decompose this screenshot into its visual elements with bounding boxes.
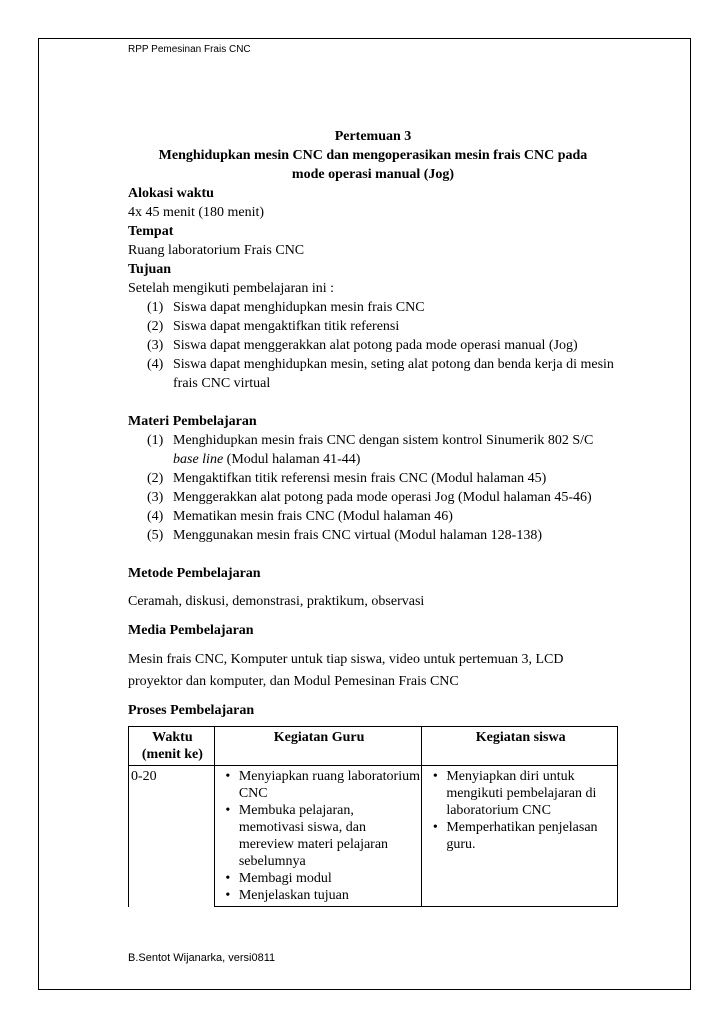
page-header: RPP Pemesinan Frais CNC [128,44,251,55]
document-title [128,127,618,184]
list-item: • Menyiapkan ruang laboratorium CNC [217,768,422,802]
bullet-icon: • [225,769,231,784]
column-header: Kegiatan Guru [214,727,422,766]
alokasi-heading: Alokasi waktu [128,186,214,201]
bullet-icon: • [225,888,231,903]
list-item: • Menyiapkan diri untuk mengikuti pembelajaran di laboratorium CNC [424,768,617,819]
list-item: (1) Menghidupkan mesin frais CNC dengan sistem kontrol Sinumerik 802 S/C base line (Modul halaman 41-44) [147,433,594,467]
tujuan-intro: Setelah mengikuti pembelajaran ini : [128,281,335,296]
media-heading: Media Pembelajaran [128,623,254,638]
materi-list [128,431,618,545]
list-item: • Membagi modul [217,870,422,887]
list-item: (5) Menggunakan mesin frais CNC virtual (Modul halaman 128-138) [147,528,542,543]
alokasi-text: 4x 45 menit (180 menit) [128,205,265,220]
column-header: Kegiatan siswa [422,727,618,766]
bullet-icon: • [225,871,231,886]
title-line-3: mode operasi manual (Jog) [291,167,455,182]
title-line-2: Menghidupkan mesin CNC dan mengoperasikan mesin frais CNC pada [158,148,588,163]
list-item: (2) Mengaktifkan titik referensi mesin frais CNC (Modul halaman 45) [147,471,547,486]
bullet-icon: • [225,803,231,818]
tujuan-heading: Tujuan [128,262,172,277]
tujuan-list [128,298,618,393]
list-item: (4) Siswa dapat menghidupkan mesin, seting alat potong dan benda kerja di mesin frais CNC virtual [147,357,614,391]
list-item: • Menjelaskan tujuan [217,887,422,904]
list-item: • Memperhatikan penjelasan guru. [424,819,617,853]
bullet-icon: • [432,769,438,784]
siswa-cell [422,766,618,907]
media-text: Mesin frais CNC, Komputer untuk tiap siswa, video untuk pertemuan 3, LCD proyektor dan komputer, dan Modul Pemesinan Frais CNC [128,652,564,689]
metode-text: Ceramah, diskusi, demonstrasi, praktikum, observasi [128,594,425,609]
page-footer: B.Sentot Wijanarka, versi0811 [128,952,276,964]
tempat-text: Ruang laboratorium Frais CNC [128,243,305,258]
document-body [128,127,618,907]
tempat-heading: Tempat [128,224,174,239]
bullet-icon: • [432,820,438,835]
guru-cell [214,766,422,907]
proses-table [128,726,618,907]
list-item: (2) Siswa dapat mengaktifkan titik referensi [147,319,400,334]
metode-heading: Metode Pembelajaran [128,566,261,581]
list-item: (4) Mematikan mesin frais CNC (Modul halaman 46) [147,509,453,524]
list-item: (3) Siswa dapat menggerakkan alat potong pada mode operasi manual (Jog) [147,338,578,353]
table-row [129,766,618,907]
list-item: (3) Menggerakkan alat potong pada mode operasi Jog (Modul halaman 45-46) [147,490,592,505]
list-item: (1) Siswa dapat menghidupkan mesin frais CNC [147,300,425,315]
materi-heading: Materi Pembelajaran [128,414,257,429]
column-header: Waktu (menit ke) [129,727,215,766]
list-item: • Membuka pelajaran, memotivasi siswa, dan mereview materi pelajaran sebelumnya [217,802,422,870]
title-line-1: Pertemuan 3 [334,129,412,144]
table-header-row [129,727,618,766]
proses-heading: Proses Pembelajaran [128,703,255,718]
waktu-cell: 0-20 [129,766,215,907]
